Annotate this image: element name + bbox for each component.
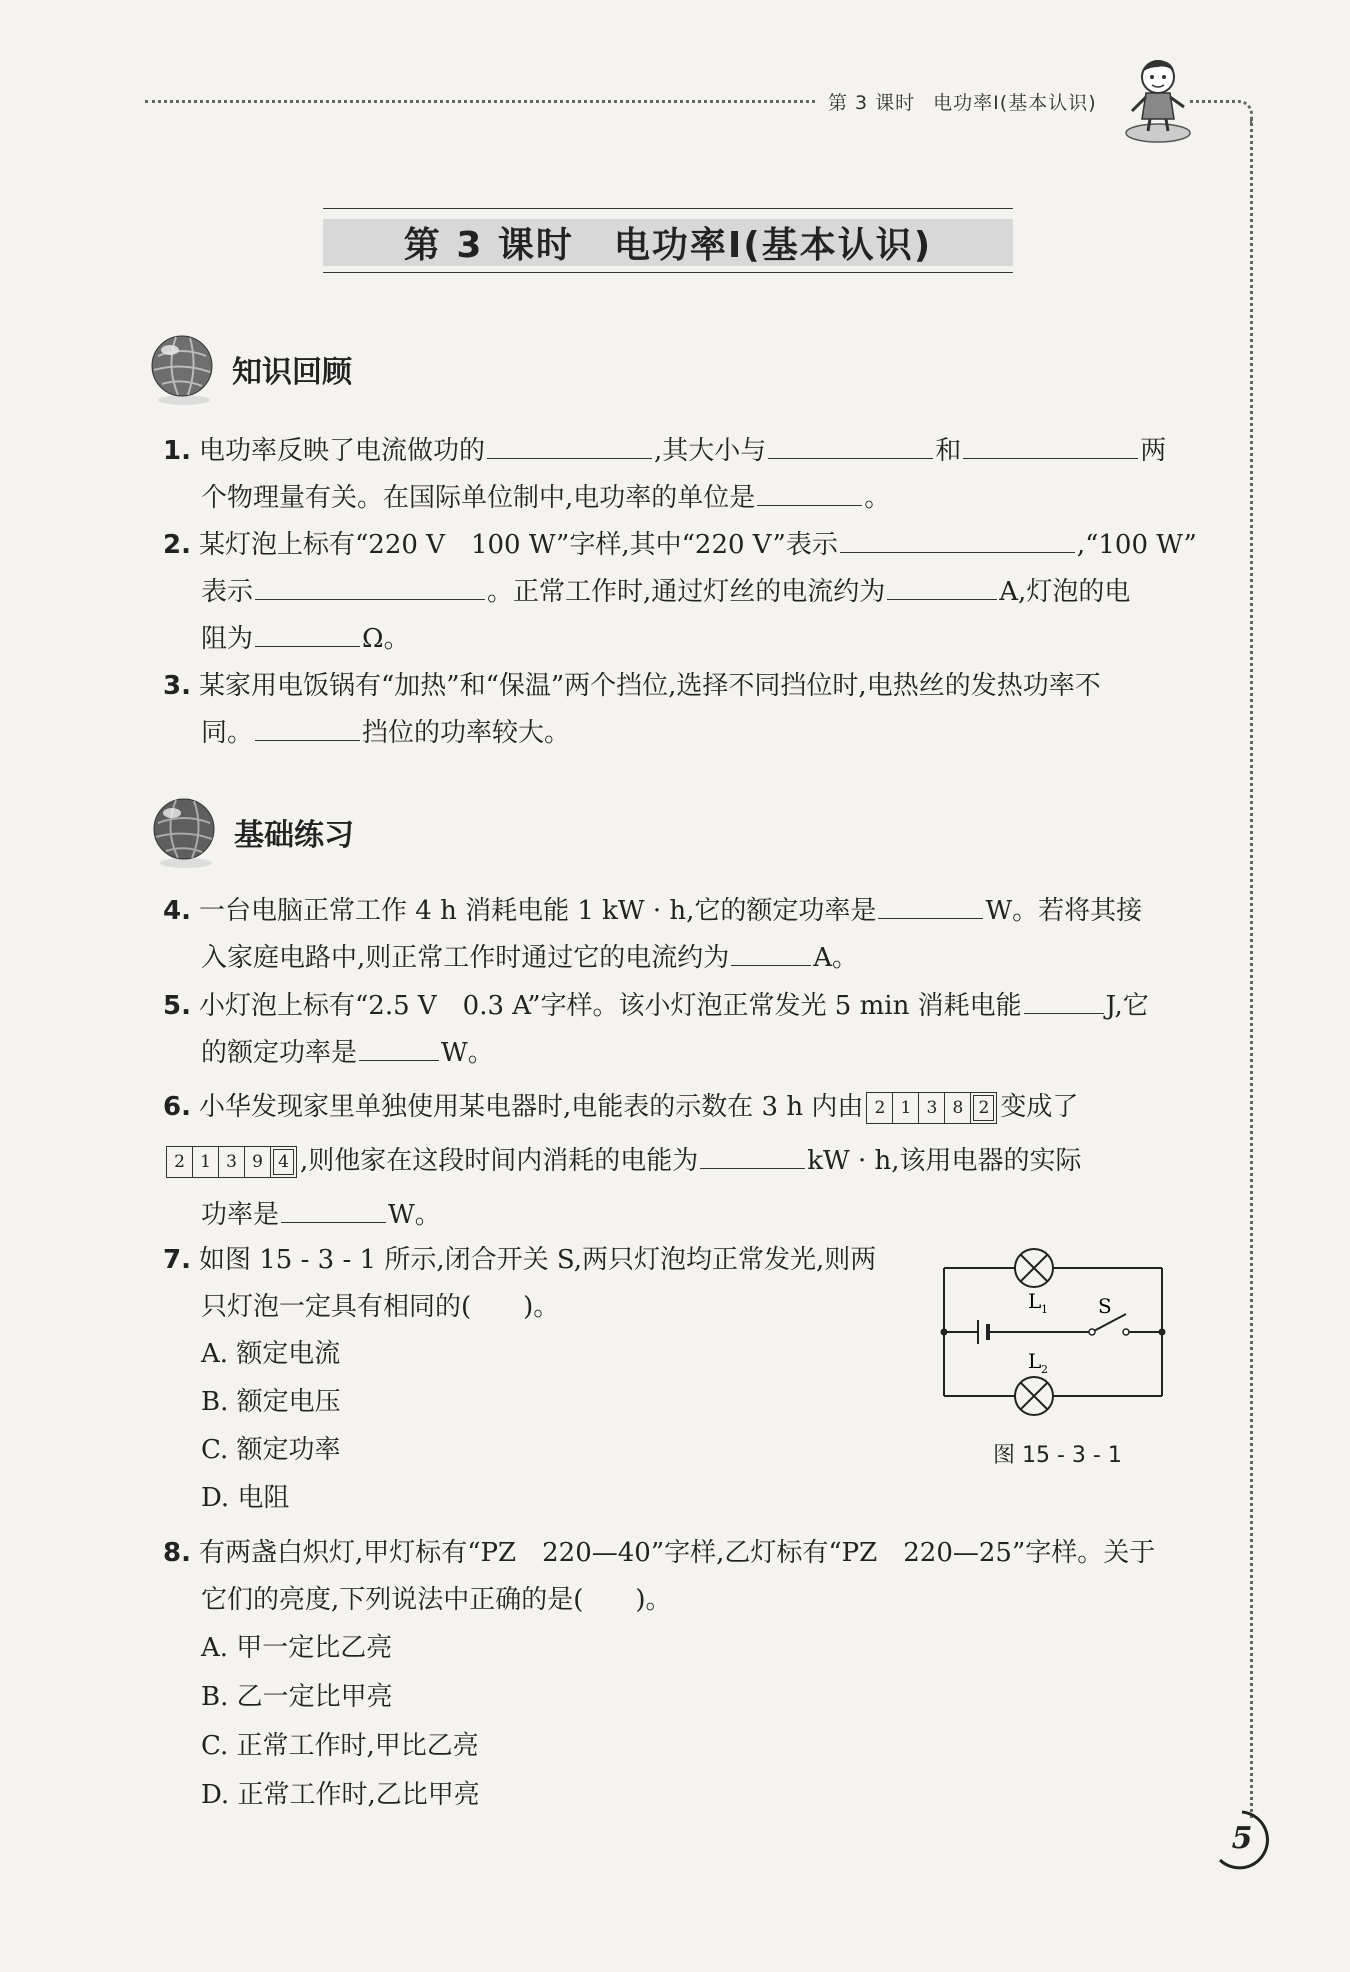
answer-blank[interactable] [963, 432, 1138, 459]
right-dotted-border [1250, 118, 1253, 1818]
svg-text:2: 2 [1041, 1363, 1048, 1376]
section-basic-practice [150, 795, 354, 869]
question-4: 4. 一台电脑正常工作 4 h 消耗电能 1 kW · h,它的额定功率是 W。若将其接 入家庭电路中,则正常工作时通过它的电流约为 A。 [163, 888, 1203, 982]
section-title-review: 知识回顾 [232, 355, 352, 390]
figure-caption: 图 15 - 3 - 1 [993, 1443, 1122, 1468]
answer-blank[interactable] [757, 479, 862, 506]
section-title-practice: 基础练习 [234, 818, 354, 853]
answer-blank[interactable] [255, 573, 485, 600]
section-knowledge-review [148, 332, 352, 406]
question-8: 8. 有两盏白炽灯,甲灯标有“PZ 220—40”字样,乙灯标有“PZ 220—25”字样。关于 它们的亮度,下列说法中正确的是( )。 [163, 1538, 1156, 1615]
answer-blank[interactable] [359, 1034, 439, 1061]
answer-blank[interactable] [255, 620, 360, 647]
header-corner-dots [1190, 100, 1253, 123]
option-a[interactable]: A. 甲一定比乙亮 [201, 1633, 393, 1663]
answer-blank[interactable] [700, 1142, 805, 1169]
answer-blank[interactable] [840, 526, 1075, 553]
header-topic: 电功率Ⅰ(基本认识) [933, 92, 1097, 114]
option-b[interactable]: B. 额定电压 [201, 1387, 341, 1417]
svg-text:1: 1 [1041, 1303, 1048, 1316]
question-1: 1. 电功率反映了电流做功的 ,其大小与 和 两 个物理量有关。在国际单位制中,电功率的单位是 。 [163, 428, 1203, 522]
answer-blank[interactable] [768, 432, 933, 459]
header-dotted-line [145, 100, 815, 103]
label-switch: S [1098, 1294, 1112, 1318]
option-c[interactable]: C. 正常工作时,甲比乙亮 [201, 1731, 479, 1761]
header-lesson: 第 3 课时 [828, 92, 916, 114]
mascot-icon [1120, 55, 1195, 145]
answer-blank[interactable] [731, 939, 811, 966]
running-header [828, 88, 1115, 115]
page-number: 5 [1231, 1820, 1253, 1856]
page-number-badge [1212, 1808, 1278, 1874]
answer-blank[interactable] [887, 573, 997, 600]
circuit-diagram [930, 1240, 1180, 1420]
answer-blank[interactable] [878, 892, 983, 919]
question-3: 3. 某家用电饭锅有“加热”和“保温”两个挡位,选择不同挡位时,电热丝的发热功率不 同。 挡位的功率较大。 [163, 671, 1101, 748]
globe-icon [148, 332, 218, 406]
question-5: 5. 小灯泡上标有“2.5 V 0.3 A”字样。该小灯泡正常发光 5 min 消耗电能 J,它 的额定功率是 W。 [163, 983, 1203, 1077]
option-b[interactable]: B. 乙一定比甲亮 [201, 1682, 393, 1712]
question-7: 7. 如图 15 - 3 - 1 所示,闭合开关 S,两只灯泡均正常发光,则两 只灯泡一定具有相同的( )。 [163, 1245, 877, 1322]
option-a[interactable]: A. 额定电流 [201, 1339, 341, 1369]
label-l1: L [1028, 1289, 1042, 1313]
option-d[interactable]: D. 正常工作时,乙比甲亮 [201, 1780, 480, 1810]
option-c[interactable]: C. 额定功率 [201, 1435, 341, 1465]
globe-icon [150, 795, 220, 869]
question-6: 6. 小华发现家里单独使用某电器时,电能表的示数在 3 h 内由 2 1 3 8 2 变成了 2 1 3 9 4 ,则他家在这段时间内消耗的电能为 kW · h,该用电器的实际 功率是 W。 [163, 1092, 1082, 1230]
label-l2: L [1028, 1349, 1042, 1373]
energy-meter-end: 2 1 3 9 4 [166, 1146, 297, 1178]
answer-blank[interactable] [255, 714, 360, 741]
lesson-title: 第 3 课时 电功率Ⅰ(基本认识) [403, 225, 933, 266]
answer-blank[interactable] [1024, 987, 1104, 1014]
option-d[interactable]: D. 电阻 [201, 1483, 290, 1513]
lesson-title-box [323, 208, 1013, 273]
answer-blank[interactable] [281, 1196, 386, 1223]
energy-meter-start: 2 1 3 8 2 [866, 1092, 997, 1124]
answer-blank[interactable] [487, 432, 652, 459]
question-2: 2. 某灯泡上标有“220 V 100 W”字样,其中“220 V”表示 ,“100 W” 表示 。正常工作时,通过灯丝的电流约为 A,灯泡的电 阻为 Ω。 [163, 522, 1203, 663]
